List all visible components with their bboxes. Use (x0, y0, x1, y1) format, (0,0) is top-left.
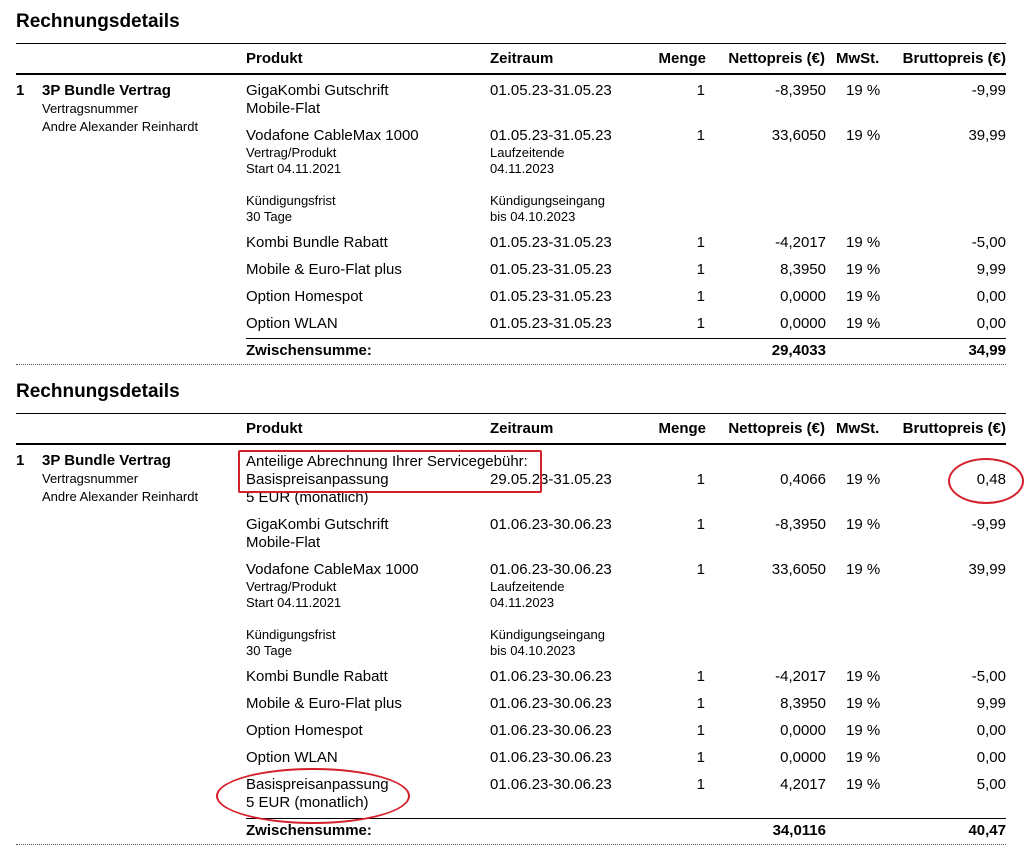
product-sub: Kündigungsfrist (246, 193, 336, 208)
net-price: -4,2017 (775, 668, 826, 685)
header-top-rule (16, 413, 1006, 414)
period: 01.06.23-30.06.23 (490, 668, 612, 685)
vat: 19 % (846, 776, 881, 793)
section-divider (16, 364, 1006, 365)
net-price: 4,2017 (780, 776, 826, 793)
col-menge: Menge (658, 50, 706, 67)
product-name-line2: Mobile-Flat (246, 534, 321, 551)
period-sub: Kündigungseingang (490, 627, 605, 642)
product-name: Vodafone CableMax 1000 (246, 561, 419, 578)
quantity: 1 (696, 471, 705, 488)
product-name-line2: Basispreisanpassung (246, 471, 389, 488)
col-produkt: Produkt (246, 50, 303, 67)
quantity: 1 (696, 127, 705, 144)
contract-index: 1 (16, 452, 25, 469)
product-name: GigaKombi Gutschrift (246, 82, 389, 99)
period: 29.05.23-31.05.23 (490, 471, 612, 488)
contract-holder: Andre Alexander Reinhardt (42, 489, 199, 504)
gross-price: 0,00 (976, 722, 1006, 739)
vat: 19 % (846, 695, 881, 712)
col-brutto: Bruttopreis (€) (902, 420, 1006, 437)
period: 01.05.23-31.05.23 (490, 288, 612, 305)
net-price: -4,2017 (775, 234, 826, 251)
vat: 19 % (846, 315, 881, 332)
col-netto: Nettopreis (€) (728, 50, 825, 67)
quantity: 1 (696, 261, 705, 278)
section-divider (16, 844, 1006, 845)
subtotal-gross: 40,47 (968, 822, 1006, 839)
gross-price: -5,00 (971, 668, 1006, 685)
col-netto: Nettopreis (€) (728, 420, 825, 437)
product-sub: Vertrag/Produkt (246, 579, 337, 594)
period-sub: bis 04.10.2023 (490, 643, 576, 658)
annotation-rectangle (238, 450, 542, 493)
period: 01.06.23-30.06.23 (490, 749, 612, 766)
product-name: Mobile & Euro-Flat plus (246, 261, 402, 278)
period-sub: Kündigungseingang (490, 193, 605, 208)
net-price: 0,0000 (780, 315, 826, 332)
net-price: 0,4066 (780, 471, 826, 488)
period: 01.05.23-31.05.23 (490, 234, 612, 251)
quantity: 1 (696, 561, 705, 578)
col-menge: Menge (658, 420, 706, 437)
period-sub: 04.11.2023 (490, 161, 555, 176)
quantity: 1 (696, 776, 705, 793)
product-sub: Kündigungsfrist (246, 627, 336, 642)
period: 01.06.23-30.06.23 (490, 516, 612, 533)
period: 01.06.23-30.06.23 (490, 695, 612, 712)
contract-index: 1 (16, 82, 25, 99)
vat: 19 % (846, 722, 881, 739)
product-sub: Start 04.11.2021 (246, 161, 342, 176)
gross-price: 9,99 (976, 261, 1006, 278)
gross-price: 9,99 (976, 695, 1006, 712)
quantity: 1 (696, 234, 705, 251)
product-sub: Vertrag/Produkt (246, 145, 337, 160)
header-bottom-rule (16, 73, 1006, 75)
gross-price: 0,00 (976, 315, 1006, 332)
vat: 19 % (846, 668, 881, 685)
section1-heading: Rechnungsdetails (16, 11, 180, 32)
product-name: Basispreisanpassung (246, 776, 389, 793)
product-name: Option WLAN (246, 315, 338, 332)
quantity: 1 (696, 722, 705, 739)
product-name: Vodafone CableMax 1000 (246, 127, 419, 144)
col-brutto: Bruttopreis (€) (902, 50, 1006, 67)
net-price: 33,6050 (771, 561, 826, 578)
vat: 19 % (846, 234, 881, 251)
period-sub: bis 04.10.2023 (490, 209, 576, 224)
subtotal-net: 34,0116 (772, 822, 826, 839)
gross-price: -5,00 (971, 234, 1006, 251)
subtotal-gross: 34,99 (968, 342, 1006, 359)
contract-holder: Andre Alexander Reinhardt (42, 119, 199, 134)
quantity: 1 (696, 749, 705, 766)
net-price: 0,0000 (780, 749, 826, 766)
product-name: Mobile & Euro-Flat plus (246, 695, 402, 712)
header-top-rule (16, 43, 1006, 44)
product-name: Option WLAN (246, 749, 338, 766)
vat: 19 % (846, 288, 881, 305)
net-price: -8,3950 (775, 516, 826, 533)
col-mwst: MwSt. (836, 420, 880, 437)
quantity: 1 (696, 695, 705, 712)
header-bottom-rule (16, 443, 1006, 445)
gross-price: -9,99 (971, 82, 1006, 99)
col-zeitraum: Zeitraum (490, 420, 554, 437)
period: 01.06.23-30.06.23 (490, 776, 612, 793)
product-name: GigaKombi Gutschrift (246, 516, 389, 533)
annotation-ellipse-basispreis (216, 768, 410, 824)
vat: 19 % (846, 261, 881, 278)
contract-number-label: Vertragsnummer (42, 471, 139, 486)
vat: 19 % (846, 561, 881, 578)
period: 01.05.23-31.05.23 (490, 82, 612, 99)
product-name-line3: 5 EUR (monatlich) (246, 489, 369, 506)
quantity: 1 (696, 668, 705, 685)
contract-name: 3P Bundle Vertrag (42, 82, 171, 99)
col-produkt: Produkt (246, 420, 303, 437)
vat: 19 % (846, 749, 881, 766)
col-zeitraum: Zeitraum (490, 50, 554, 67)
period: 01.05.23-31.05.23 (490, 127, 612, 144)
gross-price: -9,99 (971, 516, 1006, 533)
col-mwst: MwSt. (836, 50, 880, 67)
product-name: Kombi Bundle Rabatt (246, 234, 388, 251)
gross-price: 0,00 (976, 749, 1006, 766)
contract-name: 3P Bundle Vertrag (42, 452, 171, 469)
vat: 19 % (846, 127, 881, 144)
annotation-ellipse-gross (948, 458, 1024, 504)
gross-price: 5,00 (976, 776, 1006, 793)
vat: 19 % (846, 471, 881, 488)
product-name: Kombi Bundle Rabatt (246, 668, 388, 685)
subtotal-net: 29,4033 (771, 342, 826, 359)
subtotal-rule (246, 338, 1006, 339)
period: 01.05.23-31.05.23 (490, 315, 612, 332)
product-sub: Start 04.11.2021 (246, 595, 342, 610)
gross-price: 39,99 (968, 127, 1006, 144)
quantity: 1 (696, 315, 705, 332)
net-price: 8,3950 (780, 261, 826, 278)
quantity: 1 (696, 82, 705, 99)
gross-price: 0,00 (976, 288, 1006, 305)
vat: 19 % (846, 516, 881, 533)
net-price: 33,6050 (771, 127, 826, 144)
product-name: Anteilige Abrechnung Ihrer Servicegebühr: (246, 453, 528, 470)
period-sub: Laufzeitende (490, 145, 565, 160)
quantity: 1 (696, 288, 705, 305)
period: 01.06.23-30.06.23 (490, 722, 612, 739)
net-price: 0,0000 (780, 722, 826, 739)
product-sub: 30 Tage (246, 209, 293, 224)
gross-price: 39,99 (968, 561, 1006, 578)
period: 01.06.23-30.06.23 (490, 561, 612, 578)
net-price: 0,0000 (780, 288, 826, 305)
vat: 19 % (846, 82, 881, 99)
product-name-line2: 5 EUR (monatlich) (246, 794, 369, 811)
product-name: Option Homespot (246, 722, 363, 739)
contract-number-label: Vertragsnummer (42, 101, 139, 116)
period-sub: 04.11.2023 (490, 595, 555, 610)
product-sub: 30 Tage (246, 643, 293, 658)
product-name: Option Homespot (246, 288, 363, 305)
section2-heading: Rechnungsdetails (16, 381, 180, 402)
subtotal-label: Zwischensumme: (246, 342, 372, 359)
gross-price: 0,48 (976, 471, 1006, 488)
net-price: 8,3950 (780, 695, 826, 712)
product-name-line2: Mobile-Flat (246, 100, 321, 117)
subtotal-label: Zwischensumme: (246, 822, 372, 839)
period-sub: Laufzeitende (490, 579, 565, 594)
net-price: -8,3950 (775, 82, 826, 99)
period: 01.05.23-31.05.23 (490, 261, 612, 278)
quantity: 1 (696, 516, 705, 533)
